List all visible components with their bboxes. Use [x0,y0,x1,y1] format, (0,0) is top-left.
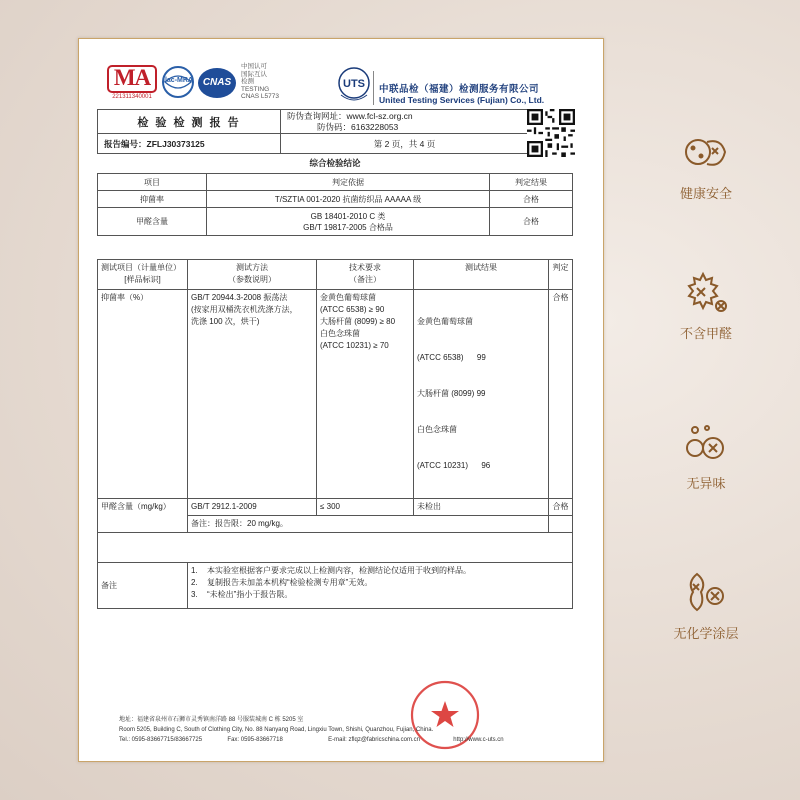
cnas-line-2: 国际互认 [241,70,267,78]
detail-req: (ATCC 10231) ≥ 70 [320,341,389,350]
website: http://www.c-uts.cn [453,737,504,743]
detail-method: GB/T 2912.1-2009 [188,499,317,516]
page-info: 第 2 页，共 4 页 [281,134,529,154]
summary-col-result: 判定结果 [490,174,573,191]
detail-col-method: 测试方法 [236,263,268,272]
table-row [98,208,573,236]
address-en: Room 5205, Building C, South of Clothing City, No. 88 Nanyang Road, Lingxiu Town, Shishi, Quanzhou, Fujian, China. [119,727,434,733]
ma-logo [107,65,157,99]
detail-table [97,259,573,609]
cnas-line-1: 中国认可 [241,63,267,70]
cnas-line-3: 检测 [241,78,254,85]
svg-text:UTS: UTS [343,78,365,90]
verify-code: 6163228053 [351,121,399,132]
feature-no-formaldehyde [668,270,744,342]
note-text: 本实验室根据客户要求完成以上检测内容，检测结论仅适用于收到的样品。 [207,566,471,575]
detail-req: (ATCC 6538) ≥ 90 [320,305,385,314]
health-safety-icon [681,130,731,176]
table-row [98,290,573,499]
feature-no-chemical-coating [668,570,744,642]
feature-no-odor [668,420,744,492]
ma-logo-text: MA [113,65,151,90]
note-number: 1. [191,566,198,575]
summary-basis: GB 18401-2010 C 类 [310,211,386,221]
note-number: 3. [191,590,198,599]
company-name-en: United Testing Services (Fujian) Co., Ltd. [379,95,545,105]
summary-col-basis: 判定依据 [207,174,490,191]
detail-result: (ATCC 10231) 96 [417,461,491,470]
detail-req: 大肠杆菌 (8099) ≥ 80 [320,317,396,326]
cnas-line-5: CNAS L5773 [241,93,279,100]
summary-table [97,173,573,236]
ma-number: 221311340001 [112,94,152,100]
detail-item: 甲醛含量（mg/kg） [98,499,188,533]
test-report-page [78,38,604,762]
feature-health-safety [668,130,744,202]
no-odor-icon [681,420,731,466]
ilac-text: ilac-MRA [163,77,193,84]
report-footer [119,715,504,745]
detail-col-item: 测试项目（计量单位） [101,263,181,272]
report-header-table [97,109,529,154]
company-name-cn: 中联品检（福建）检测服务有限公司 [379,84,540,95]
detail-judge: 合格 [549,499,573,516]
detail-result: 金黄色葡萄球菌 [417,317,473,326]
logo-divider [373,71,374,105]
detail-result: (ATCC 6538) 99 [417,353,486,362]
feature-label: 不含甲醛 [679,327,732,342]
detail-result: 未检出 [414,499,549,516]
detail-method: 洗涤 100 次，烘干) [191,317,260,326]
email: E-mail: zflqz@fabricschina.com.cn [328,737,420,743]
summary-col-item: 项目 [98,174,207,191]
report-title: 检 验 检 测 报 告 [98,110,281,134]
cnas-caption [241,63,279,101]
tel: Tel.: 0595-83667715/83667725 [119,737,203,743]
summary-result: 合格 [490,191,573,208]
verify-code-label: 防伪码： [317,121,352,132]
table-row [98,191,573,208]
notes-label: 备注 [98,563,188,609]
detail-col-method-sub: （参数说明） [228,275,276,284]
summary-basis: T/SZTIA 001-2020 抗菌纺织品 AAAAA 级 [207,191,490,208]
cnas-line-4: TESTING [241,85,270,93]
report-no-label: 报告编号： [104,138,147,149]
detail-method: GB/T 20944.3-2008 振荡法 [191,293,288,302]
detail-item: 抑菌率（%） [98,290,188,499]
detail-col-req-sub: （备注） [349,275,381,284]
cnas-logo [197,65,237,101]
uts-logo [337,65,371,110]
detail-col-item-sub: [样品标识] [124,275,161,284]
detail-col-req: 技术要求 [349,263,381,272]
summary-basis: GB/T 19817-2005 合格品 [303,222,393,232]
summary-item: 甲醛含量 [98,208,207,236]
fax: Fax: 0595-83667718 [227,737,283,743]
summary-result: 合格 [490,208,573,236]
verify-site-label: 防伪查询网址： [287,110,347,121]
blank-row [98,533,573,563]
notes-row [98,563,573,609]
summary-title: 综合检验结论 [309,158,361,168]
detail-remark: 备注：报告限：20 mg/kg。 [188,516,549,533]
feature-label: 无化学涂层 [673,627,739,642]
ilac-mra-logo [159,65,197,101]
summary-item: 抑菌率 [98,191,207,208]
detail-col-result: 测试结果 [414,260,549,290]
no-chemical-coating-icon [681,570,731,616]
detail-judge: 合格 [549,290,573,499]
note-text: 复制报告未加盖本机构“检验检测专用章”无效。 [207,578,373,587]
address-cn: 地址：福建省泉州市石狮市灵秀镇南洋路 88 号服装城南 C 栋 5205 室 [119,717,304,723]
detail-req: 金黄色葡萄球菌 [320,293,376,302]
note-number: 2. [191,578,198,587]
detail-req: ≤ 300 [317,499,414,516]
feature-label: 无异味 [686,477,726,492]
detail-req: 白色念珠菌 [320,329,360,338]
feature-label: 健康安全 [679,187,732,202]
report-no: ZFLJ30373125 [146,138,205,149]
detail-result: 大肠杆菌 (8099) 99 [417,389,486,398]
no-formaldehyde-icon [681,270,731,316]
note-text: “未检出”指小于报告限。 [207,590,293,599]
qr-code-icon [527,109,575,157]
detail-result: 白色念珠菌 [417,425,457,434]
table-row [98,499,573,516]
verify-site: www.fcl-sz.org.cn [346,110,413,121]
detail-method: (按家用双桶洗衣机洗涤方法， [191,305,298,314]
cnas-text: CNAS [202,77,232,88]
detail-col-judge: 判定 [549,260,573,290]
